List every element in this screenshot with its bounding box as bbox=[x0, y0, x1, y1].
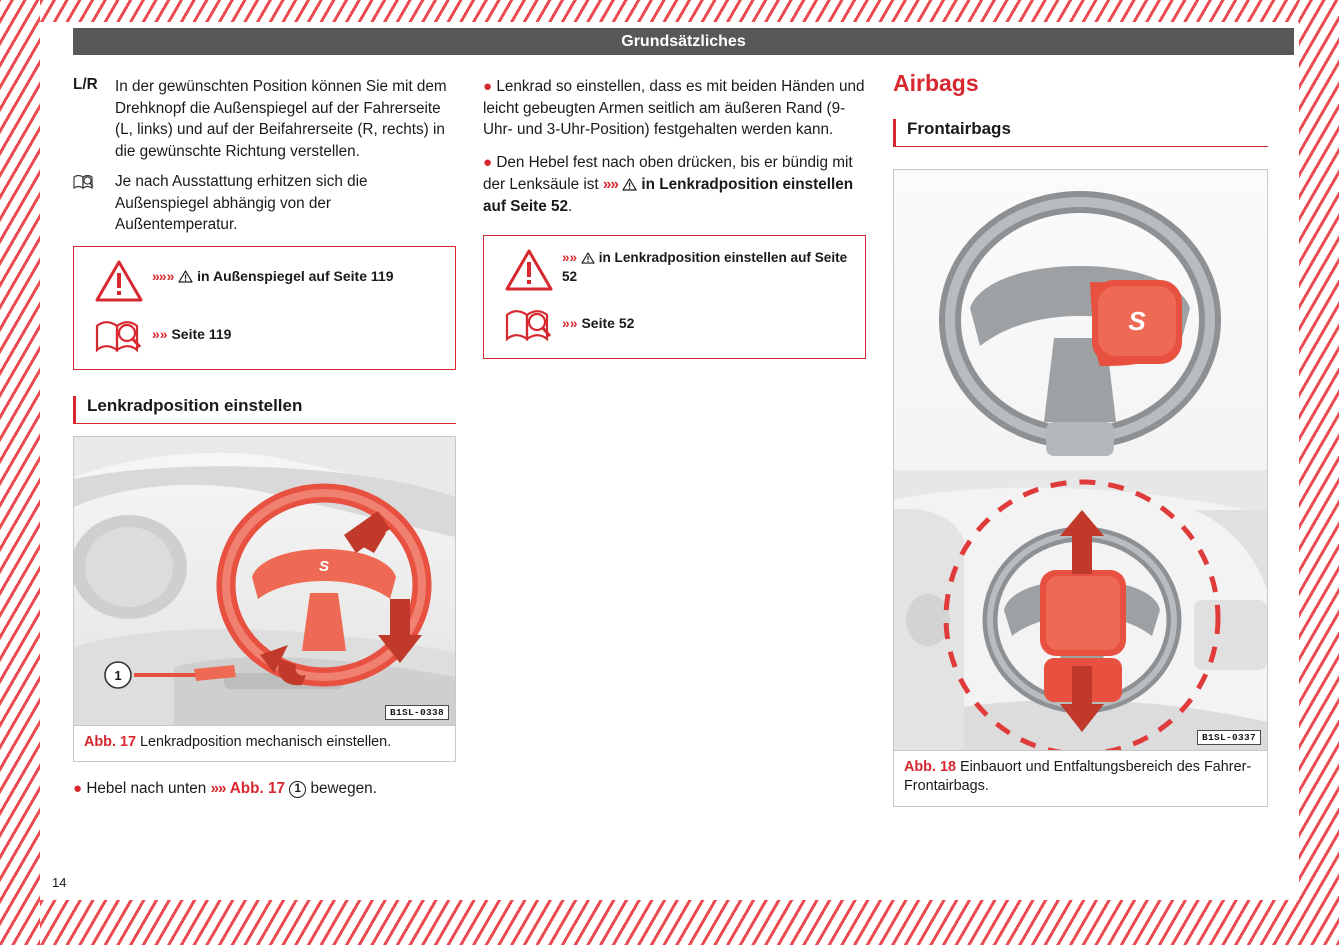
bullet-icon: ● bbox=[483, 154, 493, 172]
page-header-title: Grundsätzliches bbox=[621, 32, 746, 50]
page-border-hatch-left bbox=[0, 0, 40, 945]
note-row-reference bbox=[496, 306, 851, 346]
chapter-heading-airbags: Airbags bbox=[893, 70, 979, 96]
page-border-hatch-bottom bbox=[0, 900, 1339, 945]
page-border-hatch-right bbox=[1299, 0, 1339, 945]
book-note-row bbox=[73, 171, 456, 236]
figure-17-caption bbox=[74, 725, 455, 761]
bullet-item-2-after: . bbox=[568, 197, 573, 215]
column-left bbox=[73, 66, 456, 807]
lr-definition-row bbox=[73, 76, 456, 163]
figure-18 bbox=[893, 169, 1268, 807]
bullet-icon: ● bbox=[73, 780, 83, 798]
chevron-ref-icon: »» bbox=[210, 780, 226, 798]
svg-text:S: S bbox=[318, 558, 330, 576]
note-text-warning: »» in Lenkradposition einstellen auf Seite 52 bbox=[562, 250, 848, 285]
book-magnifier-icon bbox=[496, 306, 562, 346]
book-magnifier-icon bbox=[73, 171, 115, 236]
chevron-ref-icon: »» bbox=[602, 175, 618, 193]
note-row-warning bbox=[496, 248, 851, 292]
figure-17-caption-label: Abb. 17 bbox=[84, 734, 136, 751]
page-number: 14 bbox=[52, 875, 67, 890]
note-box-steering bbox=[483, 235, 866, 359]
callout-number-badge: 1 bbox=[289, 781, 306, 798]
column-right bbox=[893, 66, 1268, 807]
figure-17-code: B1SL-0338 bbox=[385, 705, 449, 720]
note-box-mirrors bbox=[73, 246, 456, 370]
figure-18-image bbox=[894, 170, 1267, 750]
figure-17 bbox=[73, 436, 456, 762]
note-text-warning: »»» in Außenspiegel auf Seite 119 bbox=[152, 268, 394, 285]
svg-text:S: S bbox=[1128, 306, 1146, 336]
warning-triangle-inline-icon bbox=[622, 178, 637, 191]
book-note-text: Je nach Ausstattung erhitzen sich die Außenspiegel abhängig von der Außentemperatur. bbox=[115, 172, 368, 234]
after-figure-instruction bbox=[73, 778, 456, 800]
bullet-icon: ● bbox=[483, 78, 493, 95]
column-middle bbox=[483, 66, 866, 807]
note-row-reference bbox=[86, 317, 441, 357]
figure-18-caption-label: Abb. 18 bbox=[904, 759, 956, 775]
warning-triangle-icon bbox=[86, 259, 152, 303]
section-heading-frontairbags: Frontairbags bbox=[893, 119, 1268, 147]
instruction-text-before: Hebel nach unten bbox=[86, 780, 207, 798]
figure-18-code: B1SL-0337 bbox=[1197, 730, 1261, 745]
bullet-item-1 bbox=[483, 76, 866, 141]
page-columns bbox=[73, 66, 1294, 807]
manual-page bbox=[40, 22, 1299, 900]
page-border-hatch-top bbox=[0, 0, 1339, 22]
note-ref-page: Seite 119 bbox=[171, 326, 232, 343]
figure-17-image bbox=[74, 437, 455, 725]
figure-18-caption bbox=[894, 750, 1267, 806]
section-heading-steering-position: Lenkradposition einstellen bbox=[73, 396, 456, 424]
note-ref-text: in Lenkradposition einstellen auf Seite 52 bbox=[562, 250, 848, 285]
page-header bbox=[73, 28, 1294, 55]
note-row-warning bbox=[86, 259, 441, 303]
warning-triangle-inline-icon bbox=[178, 270, 193, 283]
instruction-text-after: bewegen. bbox=[310, 780, 377, 798]
note-text-reference: »» Seite 119 bbox=[152, 326, 232, 343]
note-ref-text: in Außenspiegel auf Seite 119 bbox=[197, 268, 394, 285]
chevron-ref-icon: » bbox=[152, 268, 159, 285]
book-magnifier-icon bbox=[86, 317, 152, 357]
bullet-item-2 bbox=[483, 152, 866, 217]
lr-key-label: L/R bbox=[73, 76, 98, 93]
note-ref-page: Seite 52 bbox=[581, 315, 635, 332]
svg-text:1: 1 bbox=[114, 668, 122, 684]
instruction-ref: Abb. 17 bbox=[229, 780, 285, 798]
bullet-item-1-text: Lenkrad so einstellen, dass es mit beiden Händen und leicht gebeugten Armen seitlich am äußeren Rand (9-Uhr- und 3-Uhr-Position) festgehalten werden kann. bbox=[483, 78, 865, 139]
lr-definition-text: In der gewünschten Position können Sie mit dem Drehknopf die Außenspiegel auf der Fahrerseite (L, links) und auf der Beifahrerseite (R, rechts) in die gewünschte Richtung verstellen. bbox=[115, 78, 447, 161]
note-text-reference: »» Seite 52 bbox=[562, 315, 635, 332]
warning-triangle-icon bbox=[496, 248, 562, 292]
bullet-item-2-text: Den Hebel fest nach oben drücken, bis er bündig mit der Lenksäule ist bbox=[483, 154, 853, 193]
bullet-item-2-ref: in Lenkradposition einstellen auf Seite 52 bbox=[483, 175, 854, 215]
figure-17-caption-text: Lenkradposition mechanisch einstellen. bbox=[139, 734, 392, 751]
figure-18-caption-text: Einbauort und Entfaltungsbereich des Fahrer-Frontairbags. bbox=[904, 759, 1252, 795]
warning-triangle-inline-icon bbox=[581, 252, 595, 264]
